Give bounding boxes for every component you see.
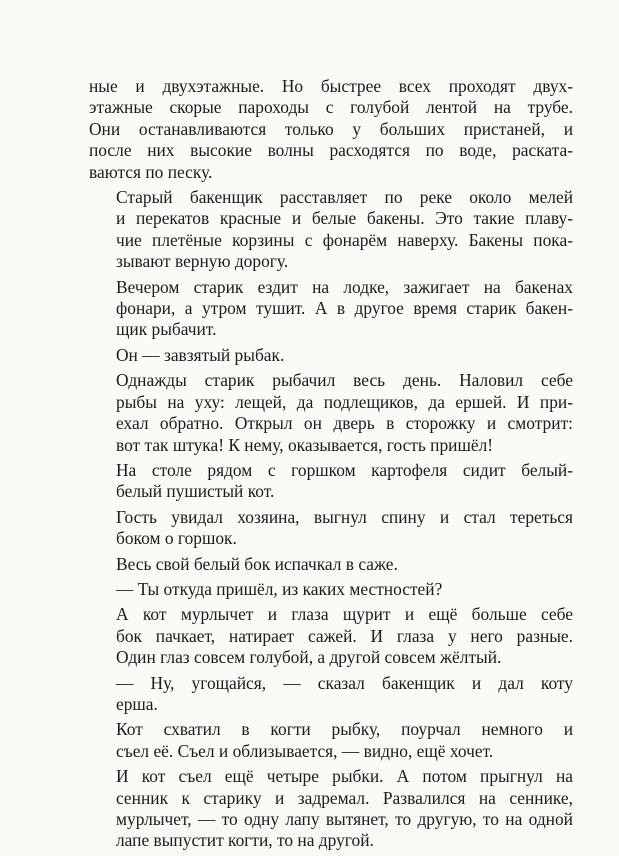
text-line: и перекатов красные и белые бакены. Это такие плаву- bbox=[116, 208, 573, 229]
paragraph bbox=[89, 277, 573, 341]
text-line: Кот схватил в когти рыбку, поурчал немного и bbox=[116, 719, 573, 740]
text-line: съел её. Съел и облизывается, — видно, ещё хочет. bbox=[116, 740, 494, 761]
paragraph bbox=[89, 673, 573, 716]
paragraph bbox=[89, 460, 573, 503]
text-line: мурлычет, — то одну лапу вытянет, то другую, то на одной bbox=[116, 809, 573, 829]
paragraph bbox=[89, 370, 573, 456]
text-line: бок пачкает, натирает сажей. И глаза у него разные. bbox=[116, 625, 573, 646]
text-line: боком о горшок. bbox=[116, 528, 237, 549]
text-line: фонари, а утром тушит. А в другое время старик бакен- bbox=[116, 298, 573, 319]
paragraph bbox=[89, 345, 573, 366]
text-line: — Ну, угощайся, — сказал бакенщик и дал коту bbox=[116, 672, 573, 693]
story-text bbox=[89, 76, 573, 856]
text-line: Один глаз совсем голубой, а другой совсем жёлтый. bbox=[116, 647, 502, 668]
text-line: ерша. bbox=[116, 693, 158, 714]
text-line: ваются по песку. bbox=[89, 161, 213, 182]
text-line: ехал обратно. Открыл он дверь в сторожку и смотрит: bbox=[116, 413, 573, 434]
paragraph bbox=[89, 579, 573, 600]
text-line: Гость увидал хозяина, выгнул спину и стал тереться bbox=[116, 506, 573, 527]
paragraph bbox=[89, 554, 573, 575]
text-line: зывают верную дорогу. bbox=[116, 251, 289, 272]
paragraph bbox=[89, 604, 573, 668]
text-line: лапе выпустит когти, то на другой. bbox=[116, 830, 374, 851]
text-line: Он — завзятый рыбак. bbox=[116, 344, 285, 365]
text-line: Однажды старик рыбачил весь день. Наловил себе bbox=[116, 370, 573, 391]
text-line: Они останавливаются только у больших пристаней, и bbox=[89, 118, 573, 139]
text-line: А кот мурлычет и глаза щурит и ещё больше себе bbox=[116, 604, 573, 625]
text-line: сенник к старику и задремал. Развалился на сеннике, bbox=[116, 787, 573, 808]
text-line: ные и двухэтажные. Но быстрее всех проходят двух- bbox=[89, 76, 573, 96]
text-line: этажные скорые пароходы с голубой лентой на трубе. bbox=[89, 97, 573, 118]
text-line: — Ты откуда пришёл, из каких местностей? bbox=[116, 578, 443, 599]
text-line: На столе рядом с горшком картофеля сидит белый- bbox=[116, 459, 573, 480]
text-line: щик рыбачит. bbox=[116, 319, 217, 340]
text-line: чие плетёные корзины с фонарём наверху. Бакены пока- bbox=[116, 229, 573, 250]
text-line: вот так штука! К нему, оказывается, гость пришёл! bbox=[116, 434, 494, 455]
text-line: И кот съел ещё четыре рыбки. А потом прыгнул на bbox=[116, 766, 573, 787]
paragraph bbox=[89, 507, 573, 550]
text-line: Вечером старик ездит на лодке, зажигает на бакенах bbox=[116, 276, 573, 297]
text-line: Весь свой белый бок испачкал в саже. bbox=[116, 553, 398, 574]
paragraph bbox=[89, 187, 573, 273]
text-line: белый пушистый кот. bbox=[116, 481, 275, 502]
paragraph bbox=[89, 76, 573, 183]
paragraph bbox=[89, 766, 573, 852]
text-line: после них высокие волны расходятся по воде, раската- bbox=[89, 140, 573, 161]
text-line: рыбы на уху: лещей, да подлещиков, да ершей. И при- bbox=[116, 391, 573, 412]
paragraph bbox=[89, 719, 573, 762]
text-line: Старый бакенщик расставляет по реке около мелей bbox=[116, 187, 573, 208]
